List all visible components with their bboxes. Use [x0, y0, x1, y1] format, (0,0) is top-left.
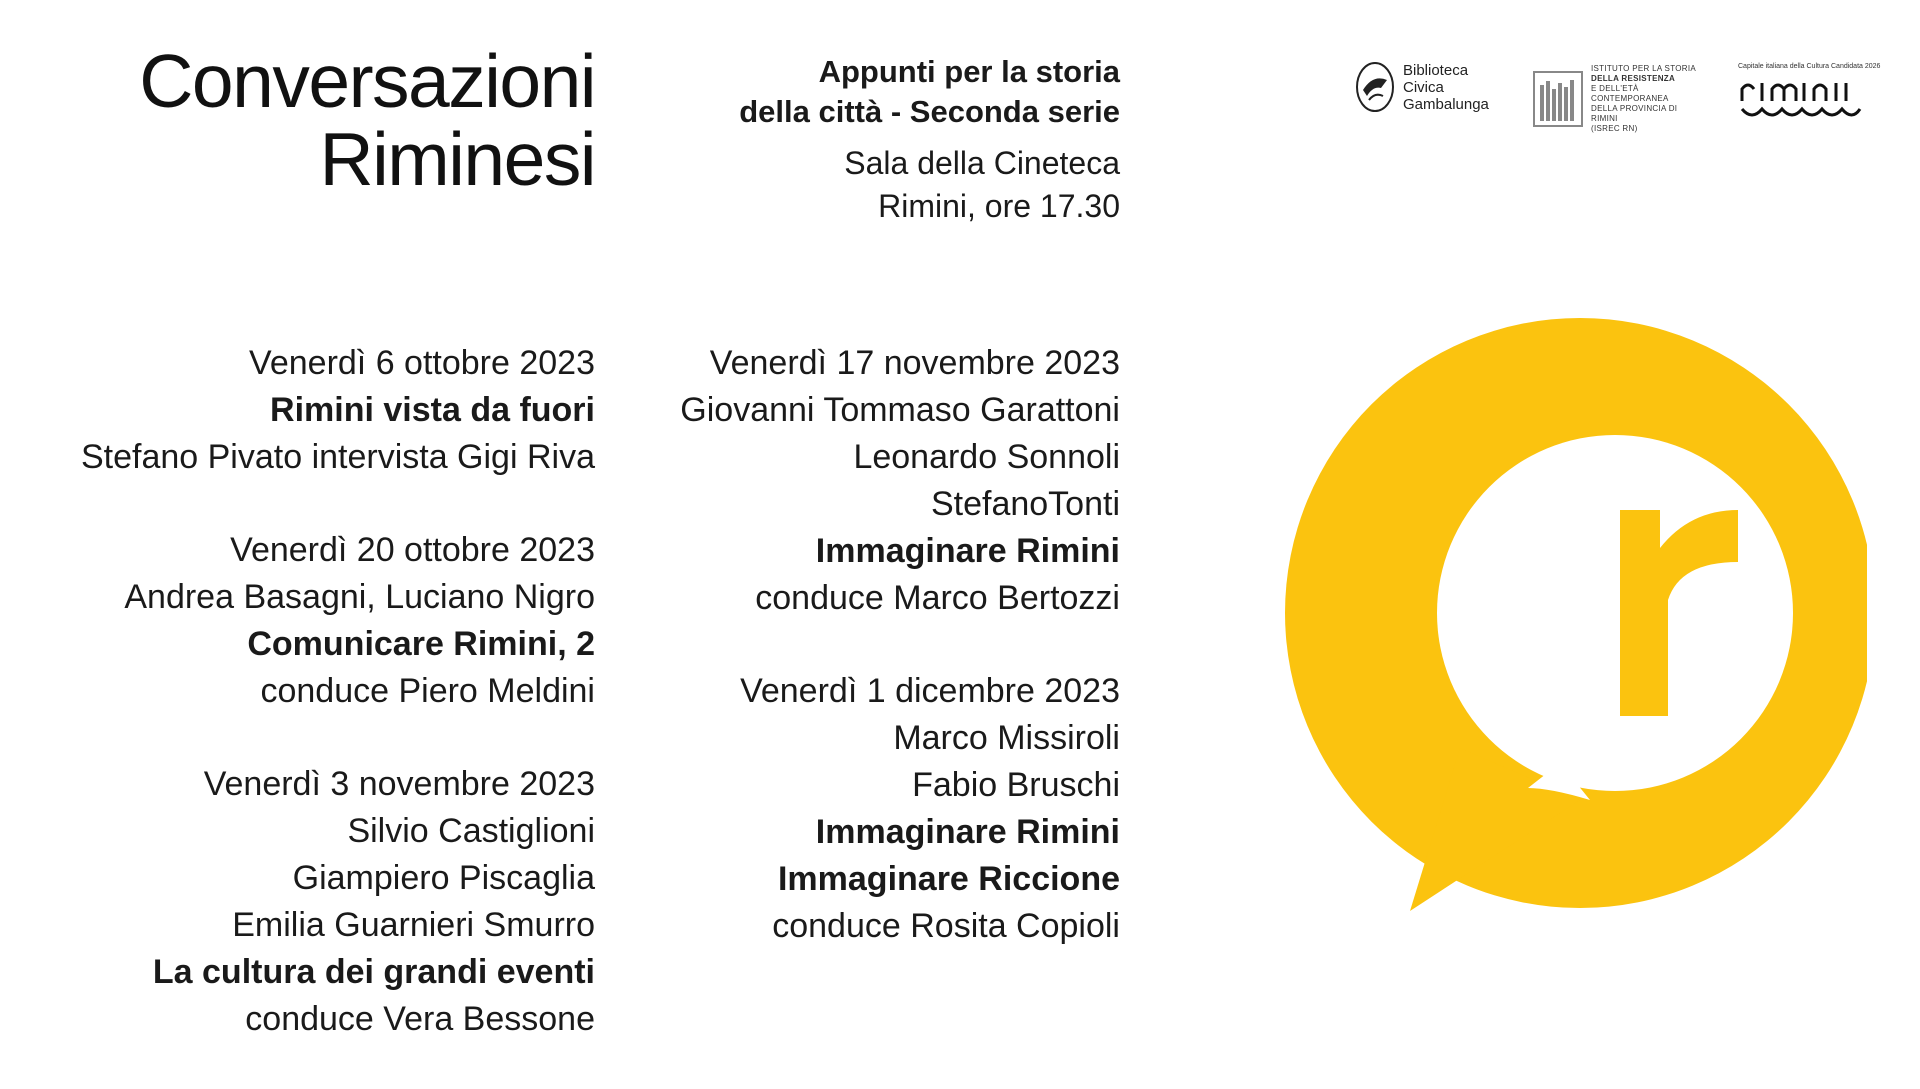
- event-line: conduce Rosita Copioli: [772, 907, 1120, 945]
- istituto-logo-text: ISTITUTO PER LA STORIA DELLA RESISTENZA E DELL'ETÀ CONTEMPORANEA DELLA PROVINCIA DI RIMINI (ISREC RN): [1591, 64, 1696, 133]
- capitale-logo: [1738, 62, 1881, 128]
- biblioteca-logo: [1355, 60, 1489, 114]
- events-right-column: [600, 340, 1120, 996]
- event-title: Comunicare Rimini, 2: [247, 625, 595, 663]
- biblioteca-emblem-icon: [1355, 60, 1395, 114]
- event-line: Venerdì 3 novembre 2023: [203, 765, 595, 803]
- title-line-2: Riminesi: [319, 117, 595, 201]
- events-left-column: [0, 340, 595, 1089]
- event-title: Immaginare Rimini: [815, 813, 1120, 851]
- subtitle-line-1: Appunti per la storia: [818, 54, 1120, 89]
- speech-bubble-r-logo: [1250, 228, 1870, 1028]
- biblioteca-logo-text: Biblioteca Civica Gambalunga: [1403, 61, 1489, 113]
- event-line: conduce Marco Bertozzi: [755, 579, 1120, 617]
- event-line: StefanoTonti: [930, 485, 1120, 523]
- right-event: [600, 340, 1120, 622]
- event-title: Rimini vista da fuori: [270, 391, 595, 429]
- istituto-logo: [1533, 64, 1701, 134]
- rimini-wordmark-icon: [1738, 71, 1864, 123]
- title-line-1: Conversazioni: [139, 39, 595, 123]
- event-title: Immaginare Riccione: [777, 860, 1120, 898]
- bubble-inner: [1437, 435, 1793, 791]
- event-line: conduce Piero Meldini: [260, 672, 595, 710]
- event-line: Leonardo Sonnoli: [853, 438, 1120, 476]
- event-line: Giampiero Piscaglia: [292, 859, 595, 897]
- left-event: [0, 527, 595, 715]
- event-line: Silvio Castiglioni: [347, 812, 595, 850]
- left-event: [0, 340, 595, 481]
- event-line: Andrea Basagni, Luciano Nigro: [124, 578, 595, 616]
- event-line: Giovanni Tommaso Garattoni: [680, 391, 1120, 429]
- left-event: [0, 761, 595, 1043]
- event-line: Fabio Bruschi: [912, 766, 1120, 804]
- event-line: Venerdì 6 ottobre 2023: [249, 344, 595, 382]
- venue-line-2: Rimini, ore 17.30: [878, 188, 1120, 224]
- event-line: Emilia Guarnieri Smurro: [232, 906, 595, 944]
- event-title: Immaginare Rimini: [815, 532, 1120, 570]
- istituto-books-icon: [1533, 71, 1583, 127]
- subtitle-line-2: della città - Seconda serie: [739, 94, 1120, 129]
- event-line: Stefano Pivato intervista Gigi Riva: [80, 438, 595, 476]
- event-line: Venerdì 17 novembre 2023: [709, 344, 1120, 382]
- page-title: [0, 39, 595, 201]
- subtitle-block: [600, 52, 1120, 228]
- event-title: La cultura dei grandi eventi: [152, 953, 595, 991]
- event-line: Marco Missiroli: [893, 719, 1120, 757]
- venue-line-1: Sala della Cineteca: [844, 145, 1120, 181]
- capitale-logo-text: Capitale italiana della Cultura Candidata 2026: [1738, 63, 1881, 70]
- event-line: Venerdì 20 ottobre 2023: [230, 531, 595, 569]
- event-line: conduce Vera Bessone: [245, 1000, 595, 1038]
- event-line: Venerdì 1 dicembre 2023: [740, 672, 1120, 710]
- right-event: [600, 668, 1120, 950]
